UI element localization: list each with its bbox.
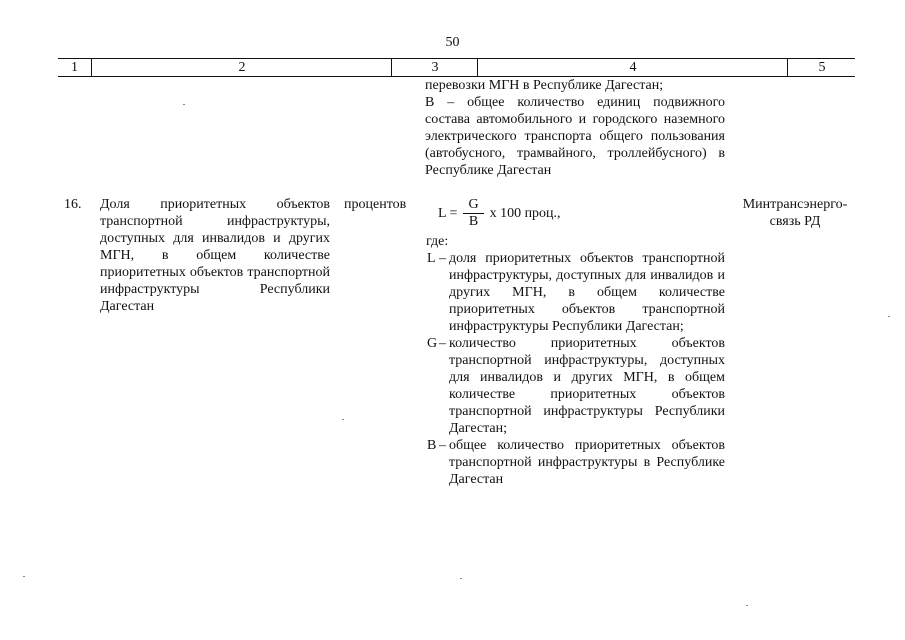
formula-fraction <box>462 197 484 230</box>
formula <box>438 196 561 230</box>
header-col-2: 2 <box>91 59 392 76</box>
continued-line: перевозки МГН в Республике Дагестан; <box>425 78 664 93</box>
header-col-3: 3 <box>391 59 478 76</box>
scan-speck <box>23 576 25 577</box>
header-col-4: 4 <box>477 59 788 76</box>
continued-definition-b: В – общее количество единиц подвижного состава автомобильного и городского наземного электрического транспорта общего пользования (автобусного, трамвайного, троллейбусного) в Республике Дагестан <box>425 95 725 178</box>
formula-lhs: L = <box>438 205 458 221</box>
unit-of-measure: процентов <box>344 197 407 212</box>
scan-speck <box>460 578 462 579</box>
scan-speck <box>342 419 344 420</box>
responsible-authority: Минтрансэнерго-связь РД <box>742 197 848 229</box>
formula-tail: x 100 проц., <box>489 205 561 221</box>
scan-speck <box>888 316 890 317</box>
where-label: где: <box>426 234 449 249</box>
header-col-5: 5 <box>787 59 856 76</box>
definition-dash: – <box>439 438 446 453</box>
definition-item <box>427 437 725 488</box>
definition-item <box>427 335 725 437</box>
definition-text: доля приоритетных объектов транспортной инфраструктуры, доступных для инвалидов и других МГН, в общем количестве приоритетных объектов транспортной инфраструктуры Республики Дагестан; <box>449 251 725 334</box>
definition-symbol: B <box>427 438 437 453</box>
definitions-list <box>427 250 725 488</box>
formula-numerator: G <box>468 196 479 212</box>
definition-dash: – <box>439 336 446 351</box>
definition-text: количество приоритетных объектов транспортной инфраструктуры, доступных для инвалидов и других МГН, в общем количестве приоритетных объектов транспортной инфраструктуры Республики Дагестан; <box>449 336 725 436</box>
scan-speck <box>183 104 185 105</box>
definition-dash: – <box>439 251 446 266</box>
row-number: 16. <box>64 197 82 212</box>
page-number: 50 <box>445 35 460 50</box>
definition-item <box>427 250 725 335</box>
indicator-name: Доля приоритетных объектов транспортной инфраструктуры, доступных для инвалидов и других МГН, в общем количестве приоритетных объектов транспортной инфраструктуры Республики Дагестан <box>100 197 330 314</box>
formula-denominator: B <box>463 213 484 230</box>
table-header <box>58 58 855 77</box>
header-col-1: 1 <box>71 60 78 75</box>
definition-text: общее количество приоритетных объектов транспортной инфраструктуры в Республике Дагестан <box>449 438 725 487</box>
definition-symbol: L <box>427 251 436 266</box>
definition-symbol: G <box>427 336 438 351</box>
scan-speck <box>746 605 748 606</box>
continued-definitions <box>425 77 725 179</box>
